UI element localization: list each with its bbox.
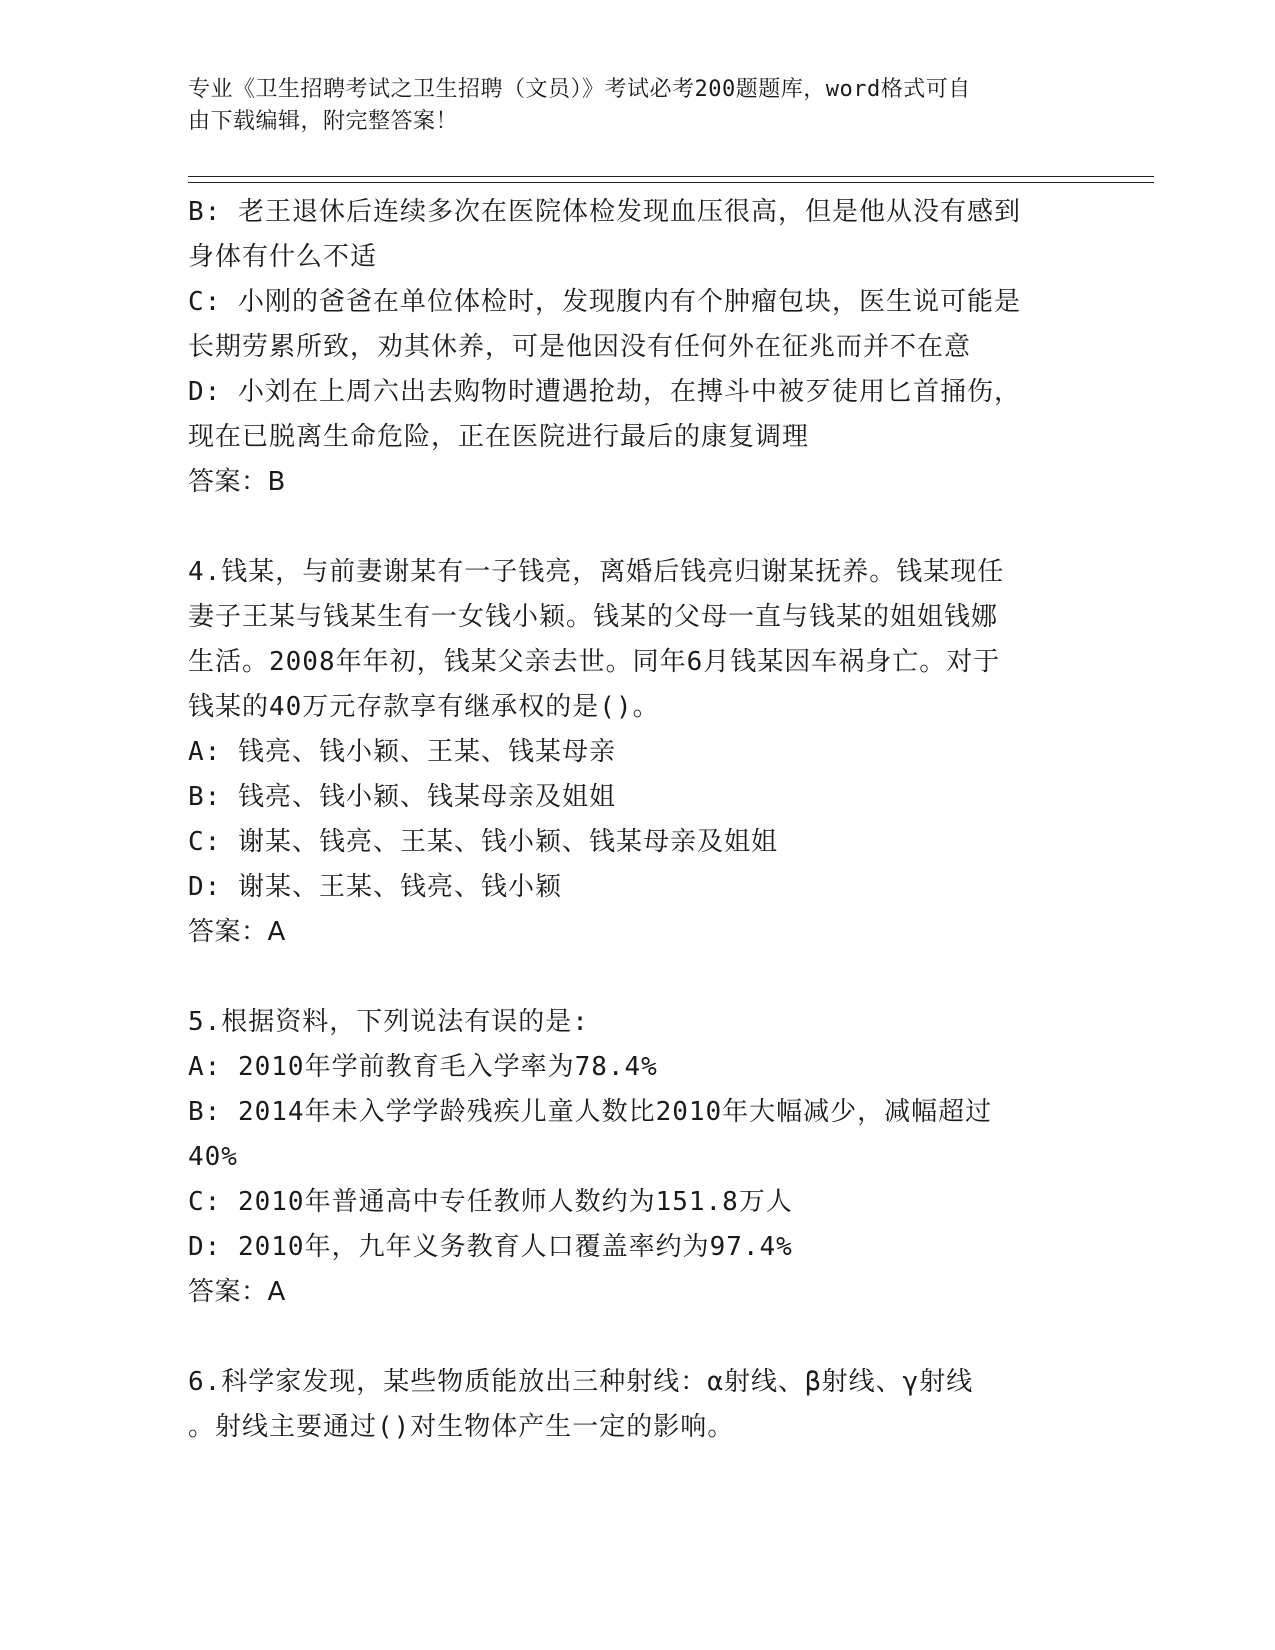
q4-option-b: B: 钱亮、钱小颖、钱某母亲及姐姐: [188, 782, 616, 812]
q4-stem-line-2: 妻子王某与钱某生有一女钱小颖。钱某的父母一直与钱某的姐姐钱娜: [188, 602, 999, 632]
q5-option-b-line-1: B: 2014年未入学学龄残疾儿童人数比2010年大幅减少，减幅超过: [188, 1097, 993, 1127]
q5-stem: 5.根据资料，下列说法有误的是:: [188, 1007, 589, 1037]
header-divider-top: [188, 176, 1154, 177]
spacer: [188, 1315, 1088, 1360]
q4-option-a: A: 钱亮、钱小颖、王某、钱某母亲: [188, 737, 616, 767]
header-line-2: 由下载编辑，附完整答案！: [188, 109, 459, 134]
header-line-1: 专业《卫生招聘考试之卫生招聘（文员）》考试必考200题题库，word格式可自: [188, 77, 971, 102]
question-6: [188, 1360, 1088, 1450]
question-4: [188, 550, 1088, 955]
question-3-tail: [188, 190, 1088, 505]
header-divider-bottom: [188, 182, 1154, 183]
q3-option-c-line-2: 长期劳累所致，劝其休养，可是他因没有任何外在征兆而并不在意: [188, 332, 972, 362]
document-header: [188, 74, 1088, 138]
q5-option-b-line-2: 40%: [188, 1142, 238, 1172]
q3-option-c-line-1: C: 小刚的爸爸在单位体检时，发现腹内有个肿瘤包块，医生说可能是: [188, 287, 1021, 317]
question-5: [188, 1000, 1088, 1315]
q3-answer: 答案：B: [188, 467, 286, 497]
q4-stem-line-4: 钱某的40万元存款享有继承权的是()。: [188, 692, 660, 722]
q5-option-a: A: 2010年学前教育毛入学率为78.4%: [188, 1052, 658, 1082]
q5-answer: 答案：A: [188, 1277, 286, 1307]
q4-stem-line-3: 生活。2008年年初，钱某父亲去世。同年6月钱某因车祸身亡。对于: [188, 647, 1001, 677]
spacer: [188, 505, 1088, 550]
q3-option-b-line-2: 身体有什么不适: [188, 242, 378, 272]
q4-option-d: D: 谢某、王某、钱亮、钱小颖: [188, 872, 562, 902]
q5-option-c: C: 2010年普通高中专任教师人数约为151.8万人: [188, 1187, 793, 1217]
q4-stem-line-1: 4.钱某，与前妻谢某有一子钱亮，离婚后钱亮归谢某抚养。钱某现任: [188, 557, 1005, 587]
document-body: [188, 190, 1088, 1450]
q3-option-d-line-1: D: 小刘在上周六出去购物时遭遇抢劫，在搏斗中被歹徒用匕首捅伤，: [188, 377, 1021, 407]
q4-option-c: C: 谢某、钱亮、王某、钱小颖、钱某母亲及姐姐: [188, 827, 778, 857]
q5-option-d: D: 2010年，九年义务教育人口覆盖率约为97.4%: [188, 1232, 793, 1262]
q3-option-b-line-1: B: 老王退休后连续多次在医院体检发现血压很高，但是他从没有感到: [188, 197, 1021, 227]
q6-stem-line-2: 。射线主要通过()对生物体产生一定的影响。: [188, 1412, 735, 1442]
q6-stem-line-1: 6.科学家发现，某些物质能放出三种射线：α射线、β射线、γ射线: [188, 1367, 974, 1397]
spacer: [188, 955, 1088, 1000]
q3-option-d-line-2: 现在已脱离生命危险，正在医院进行最后的康复调理: [188, 422, 810, 452]
q4-answer: 答案：A: [188, 917, 286, 947]
